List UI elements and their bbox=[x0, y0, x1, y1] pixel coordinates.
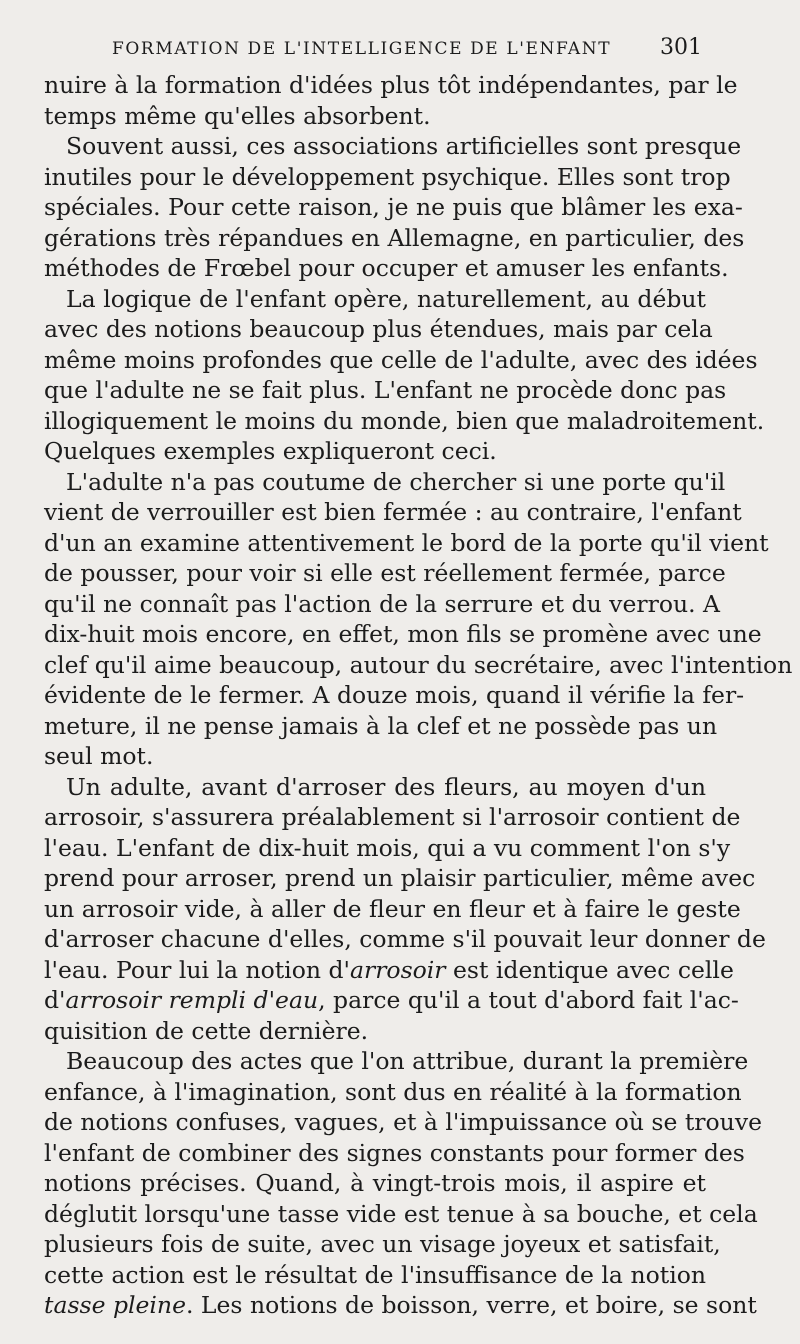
text-line: d'arroser chacune d'elles, comme s'il pouvait leur donner de bbox=[44, 925, 766, 953]
text-line: l'eau. L'enfant de dix-huit mois, qui a vu comment l'on s'y bbox=[44, 833, 731, 862]
text-line: cette action est le résultat de l'insuffisance de la notion bbox=[44, 1260, 706, 1289]
text-line: enfance, à l'imagination, sont dus en réalité à la formation bbox=[44, 1077, 742, 1106]
text-line: La logique de l'enfant opère, naturellement, au début bbox=[66, 284, 706, 313]
paragraph-2 bbox=[44, 131, 745, 284]
text-line: plusieurs fois de suite, avec un visage joyeux et satisfait, bbox=[44, 1230, 721, 1258]
text-line: que l'adulte ne se fait plus. L'enfant ne procède donc pas bbox=[44, 376, 727, 404]
text-run: . Les notions de boisson, verre, et boire, se sont bbox=[185, 1291, 757, 1319]
text-line bbox=[44, 1290, 757, 1321]
text-line: nuire à la formation d'idées plus tôt indépendantes, par le bbox=[44, 71, 738, 99]
text-line: méthodes de Frœbel pour occuper et amuser les enfants. bbox=[44, 254, 729, 282]
text-line: avec des notions beaucoup plus étendues, mais par cela bbox=[44, 315, 713, 343]
text-run: l'eau. Pour lui la notion d' bbox=[44, 955, 350, 984]
text-line: l'enfant de combiner des signes constants pour former des bbox=[44, 1138, 745, 1167]
text-line bbox=[44, 985, 739, 1016]
paragraph-6 bbox=[44, 1046, 763, 1321]
text-line: seul mot. bbox=[44, 742, 154, 770]
text-line: évidente de le fermer. A douze mois, quand il vérifie la fer- bbox=[44, 681, 745, 709]
text-line: dix-huit mois encore, en effet, mon fils se promène avec une bbox=[44, 620, 762, 648]
text-line: illogiquement le moins du monde, bien que maladroitement. bbox=[44, 406, 765, 435]
text-line: de pousser, pour voir si elle est réellement fermée, parce bbox=[44, 559, 726, 587]
text-line: vient de verrouiller est bien fermée : au contraire, l'enfant bbox=[44, 498, 742, 526]
text-line: L'adulte n'a pas coutume de chercher si une porte qu'il bbox=[66, 467, 726, 496]
text-line: Quelques exemples expliqueront ceci. bbox=[44, 437, 497, 465]
text-line: notions précises. Quand, à vingt-trois mois, il aspire et bbox=[44, 1169, 706, 1197]
text-line: prend pour arroser, prend un plaisir particulier, même avec bbox=[44, 864, 756, 892]
text-line: un arrosoir vide, à aller de fleur en fleur et à faire le geste bbox=[44, 894, 741, 923]
text-run: d' bbox=[44, 986, 66, 1014]
text-line: inutiles pour le développement psychique. Elles sont trop bbox=[44, 162, 731, 191]
running-header bbox=[112, 32, 702, 64]
italic-run: arrosoir rempli d'eau bbox=[65, 986, 319, 1014]
paragraph-5 bbox=[44, 772, 766, 1047]
text-line: d'un an examine attentivement le bord de la porte qu'il vient bbox=[44, 528, 769, 557]
paragraph-1 bbox=[44, 70, 738, 131]
text-line: clef qu'il aime beaucoup, autour du secrétaire, avec l'intention bbox=[44, 650, 793, 679]
text-line: déglutit lorsqu'une tasse vide est tenue à sa bouche, et cela bbox=[44, 1199, 758, 1228]
text-line: quisition de cette dernière. bbox=[44, 1016, 369, 1045]
text-line: temps même qu'elles absorbent. bbox=[44, 101, 431, 130]
text-line bbox=[44, 955, 734, 986]
text-line: même moins profondes que celle de l'adulte, avec des idées bbox=[44, 345, 758, 374]
italic-run: arrosoir bbox=[349, 955, 446, 984]
text-line: gérations très répandues en Allemagne, en particulier, des bbox=[44, 223, 745, 252]
text-line: Souvent aussi, ces associations artificielles sont presque bbox=[66, 132, 742, 160]
body-text bbox=[44, 70, 793, 1321]
text-line: de notions confuses, vagues, et à l'impuissance où se trouve bbox=[44, 1108, 763, 1136]
text-line: Un adulte, avant d'arroser des fleurs, au moyen d'un bbox=[66, 772, 706, 801]
text-line: spéciales. Pour cette raison, je ne puis que blâmer les exa- bbox=[44, 193, 743, 221]
text-line: arrosoir, s'assurera préalablement si l'arrosoir contient de bbox=[44, 803, 741, 831]
page-number: 301 bbox=[660, 35, 702, 60]
running-title: FORMATION DE L'INTELLIGENCE DE L'ENFANT bbox=[112, 39, 612, 59]
text-run: , parce qu'il a tout d'abord fait l'ac- bbox=[318, 986, 739, 1014]
italic-run: tasse pleine bbox=[44, 1291, 186, 1319]
text-line: Beaucoup des actes que l'on attribue, durant la première bbox=[66, 1047, 749, 1075]
text-run: est identique avec celle bbox=[445, 955, 734, 984]
text-line: meture, il ne pense jamais à la clef et ne possède pas un bbox=[44, 711, 718, 740]
paragraph-3 bbox=[44, 284, 765, 467]
paragraph-4 bbox=[44, 467, 793, 772]
text-line: qu'il ne connaît pas l'action de la serrure et du verrou. A bbox=[44, 589, 721, 618]
